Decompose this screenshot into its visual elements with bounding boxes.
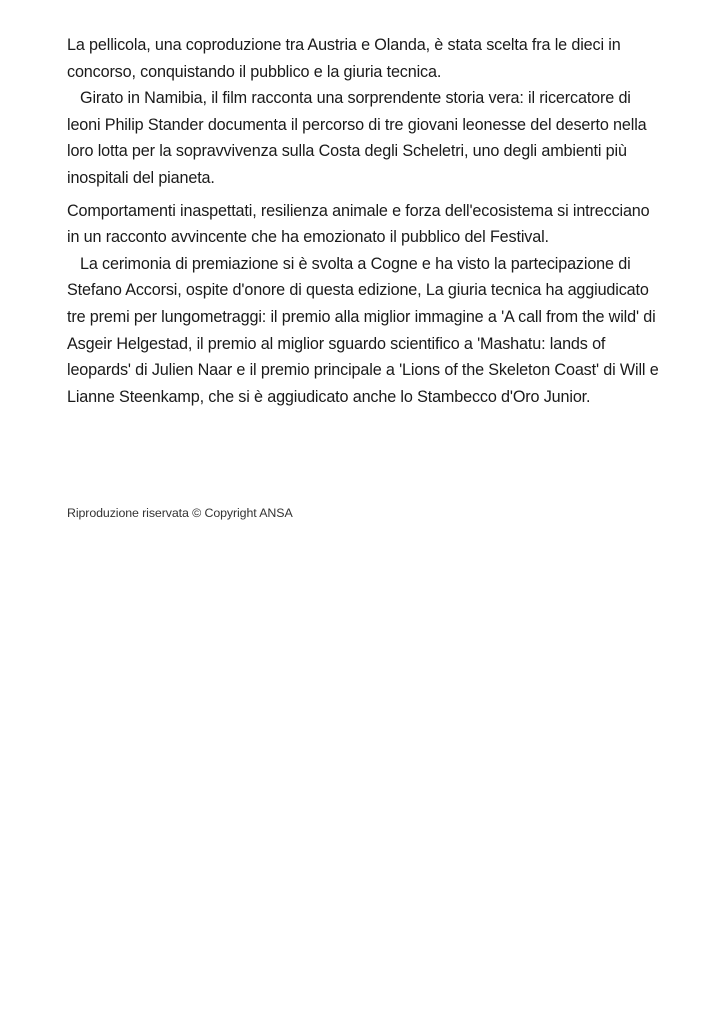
- copyright-notice: Riproduzione riservata © Copyright ANSA: [67, 506, 293, 520]
- article-paragraph-1: La pellicola, una coproduzione tra Austria e Olanda, è stata scelta fra le dieci in concorso, conquistando il pubblico e la giuria tecnica.: [67, 36, 621, 81]
- article-paragraph-2: Girato in Namibia, il film racconta una sorprendente storia vera: il ricercatore di leoni Philip Stander documenta il percorso di tre giovani leonesse del deserto nella loro lotta per la sopravvivenza sulla Costa degli Scheletri, uno degli ambienti più inospitali del pianeta.: [67, 89, 647, 187]
- article-body: [67, 32, 659, 410]
- article-block-2: [67, 198, 659, 411]
- article-paragraph-4: La cerimonia di premiazione si è svolta a Cogne e ha visto la partecipazione di Stefano Accorsi, ospite d'onore di questa edizione, La giuria tecnica ha aggiudicato tre premi per lungometraggi: il premio alla miglior immagine a 'A call from the wild' di Asgeir Helgestad, il premio al miglior sguardo scientifico a 'Mashatu: lands of leopards' di Julien Naar e il premio principale a 'Lions of the Skeleton Coast' di Will e Lianne Steenkamp, che si è aggiudicato anche lo Stambecco d'Oro Junior.: [67, 254, 659, 406]
- article-block-1: [67, 32, 659, 192]
- article-paragraph-3: Comportamenti inaspettati, resilienza animale e forza dell'ecosistema si intrecciano in un racconto avvincente che ha emozionato il pubblico del Festival.: [67, 201, 650, 247]
